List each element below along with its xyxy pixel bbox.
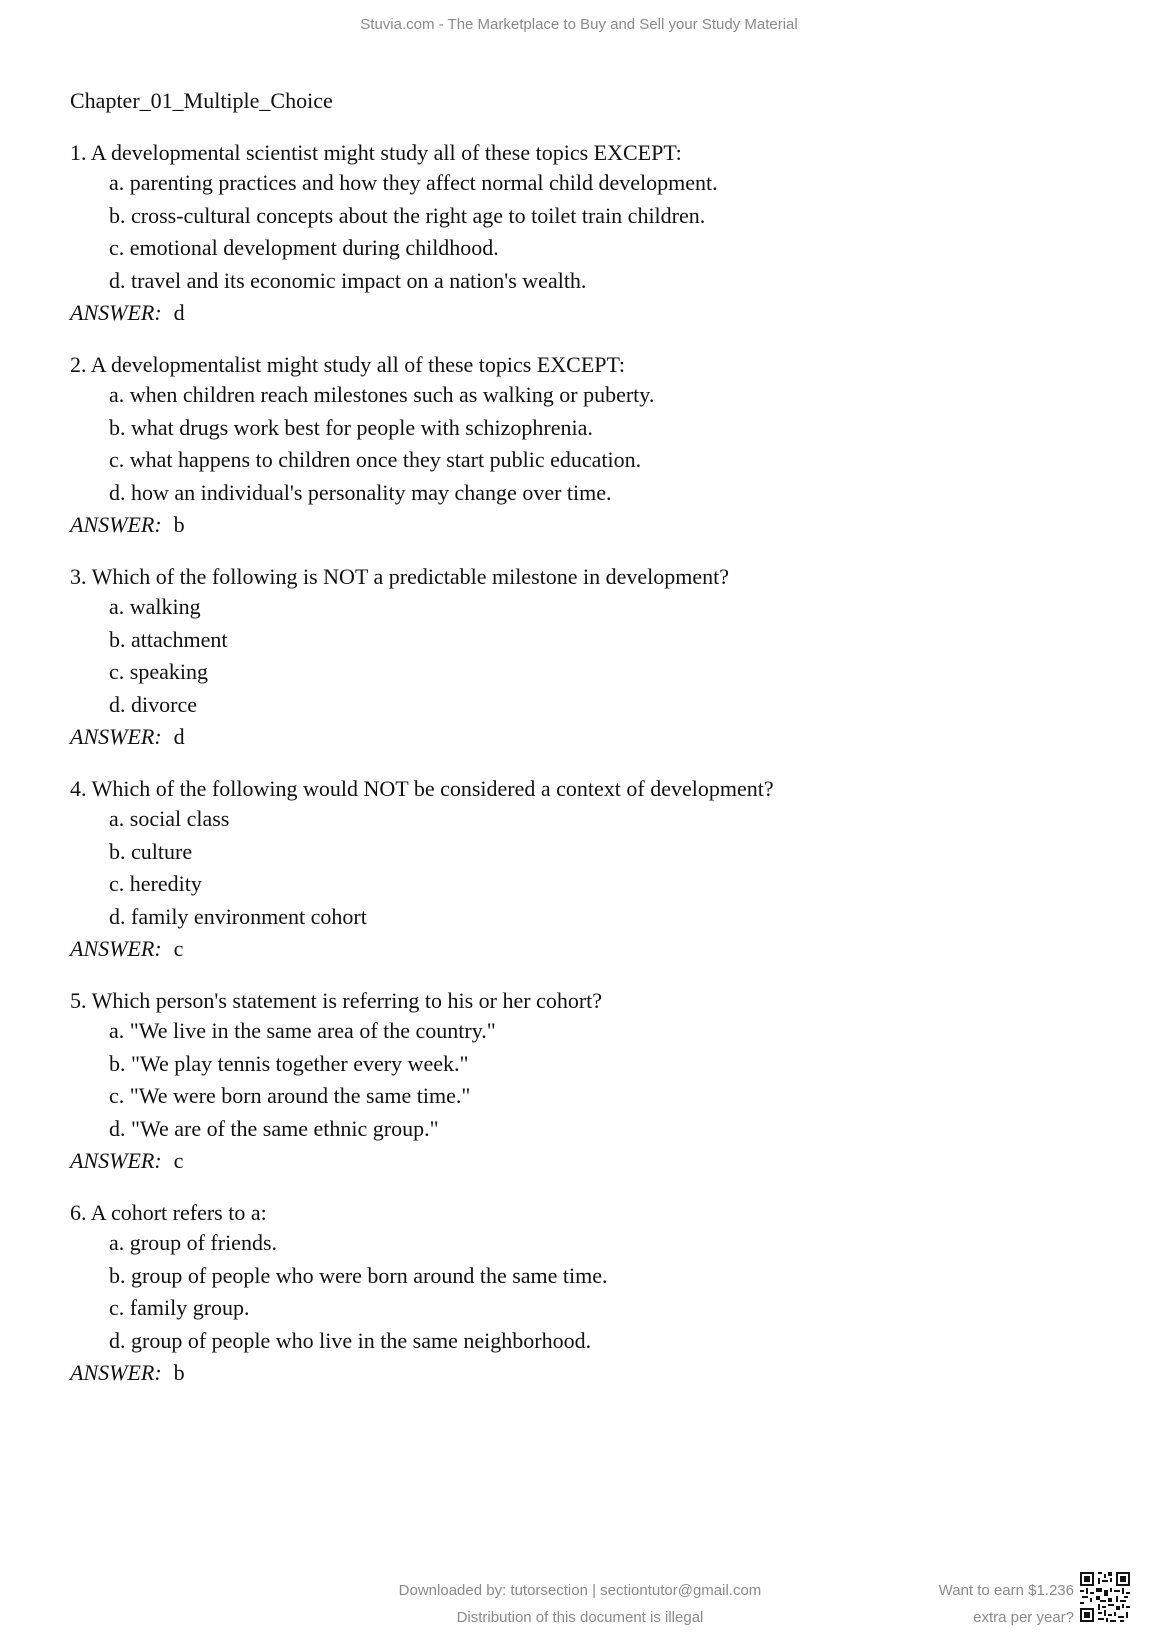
option-d: d. how an individual's personality may change over time. bbox=[109, 479, 612, 505]
options-list bbox=[70, 379, 1070, 509]
answer-value: d bbox=[173, 724, 185, 749]
question bbox=[70, 562, 1070, 753]
downloaded-by-text: Downloaded by: tutorsection | sectiontutor@gmail.com bbox=[398, 1582, 762, 1599]
options-list bbox=[70, 803, 1070, 933]
earn-promo[interactable] bbox=[939, 1577, 1074, 1631]
question-stem: 1. A developmental scientist might study all of these topics EXCEPT: bbox=[70, 140, 682, 165]
option-a: a. group of friends. bbox=[109, 1230, 278, 1255]
option-c: c. heredity bbox=[109, 871, 202, 896]
option-a: a. when children reach milestones such as walking or puberty. bbox=[109, 382, 655, 407]
option-c: c. emotional development during childhood. bbox=[109, 235, 499, 260]
question-stem: 2. A developmentalist might study all of these topics EXCEPT: bbox=[70, 352, 625, 377]
question-stem: 3. Which of the following is NOT a predictable milestone in development? bbox=[70, 564, 730, 589]
question bbox=[70, 138, 1070, 329]
answer-value: c bbox=[173, 936, 184, 961]
distribution-notice: Distribution of this document is illegal bbox=[456, 1609, 704, 1626]
option-c: c. family group. bbox=[109, 1295, 250, 1320]
answer-value: c bbox=[173, 1148, 184, 1173]
option-b: b. attachment bbox=[109, 626, 228, 652]
question-stem: 6. A cohort refers to a: bbox=[70, 1200, 267, 1225]
option-b: b. culture bbox=[109, 838, 193, 864]
answer-value: b bbox=[173, 512, 185, 537]
answer-line bbox=[70, 933, 1070, 965]
option-c: c. what happens to children once they start public education. bbox=[109, 447, 642, 472]
option-b: b. "We play tennis together every week." bbox=[109, 1050, 469, 1076]
option-d: d. group of people who live in the same neighborhood. bbox=[109, 1327, 592, 1353]
question bbox=[70, 774, 1070, 965]
option-d: d. divorce bbox=[109, 691, 197, 717]
answer-value: d bbox=[173, 300, 185, 325]
options-list bbox=[70, 1015, 1070, 1145]
answer-label: ANSWER: bbox=[70, 936, 162, 961]
earn-promo-line1[interactable]: Want to earn $1.236 bbox=[938, 1582, 1074, 1599]
options-list bbox=[70, 167, 1070, 297]
answer-value: b bbox=[173, 1360, 185, 1385]
answer-label: ANSWER: bbox=[70, 1148, 162, 1173]
answer-line bbox=[70, 1357, 1070, 1389]
answer-line bbox=[70, 721, 1070, 753]
option-b: b. cross-cultural concepts about the right age to toilet train children. bbox=[109, 202, 706, 228]
option-b: b. group of people who were born around the same time. bbox=[109, 1262, 608, 1288]
option-a: a. parenting practices and how they affect normal child development. bbox=[109, 170, 718, 195]
answer-line bbox=[70, 509, 1070, 541]
answer-line bbox=[70, 1145, 1070, 1177]
question bbox=[70, 986, 1070, 1177]
answer-line bbox=[70, 297, 1070, 329]
question bbox=[70, 350, 1070, 541]
document-body bbox=[70, 86, 1070, 1410]
question-stem: 4. Which of the following would NOT be considered a context of development? bbox=[70, 776, 774, 801]
options-list bbox=[70, 591, 1070, 721]
earn-promo-line2[interactable]: extra per year? bbox=[973, 1609, 1074, 1626]
chapter-title: Chapter_01_Multiple_Choice bbox=[70, 88, 333, 113]
site-header: Stuvia.com - The Marketplace to Buy and Sell your Study Material bbox=[360, 16, 798, 33]
option-a: a. "We live in the same area of the country." bbox=[109, 1018, 496, 1043]
option-b: b. what drugs work best for people with schizophrenia. bbox=[109, 414, 593, 440]
answer-label: ANSWER: bbox=[70, 724, 162, 749]
option-c: c. "We were born around the same time." bbox=[109, 1083, 471, 1108]
answer-label: ANSWER: bbox=[70, 300, 162, 325]
option-c: c. speaking bbox=[109, 659, 208, 684]
footer-download-info bbox=[330, 1577, 830, 1631]
option-d: d. family environment cohort bbox=[109, 903, 367, 929]
options-list bbox=[70, 1227, 1070, 1357]
option-d: d. travel and its economic impact on a nation's wealth. bbox=[109, 267, 587, 293]
option-a: a. social class bbox=[109, 806, 230, 831]
question-stem: 5. Which person's statement is referring to his or her cohort? bbox=[70, 988, 603, 1013]
answer-label: ANSWER: bbox=[70, 1360, 162, 1385]
option-a: a. walking bbox=[109, 594, 201, 619]
qr-code-icon[interactable] bbox=[1080, 1572, 1130, 1622]
question bbox=[70, 1198, 1070, 1389]
option-d: d. "We are of the same ethnic group." bbox=[109, 1115, 439, 1141]
answer-label: ANSWER: bbox=[70, 512, 162, 537]
